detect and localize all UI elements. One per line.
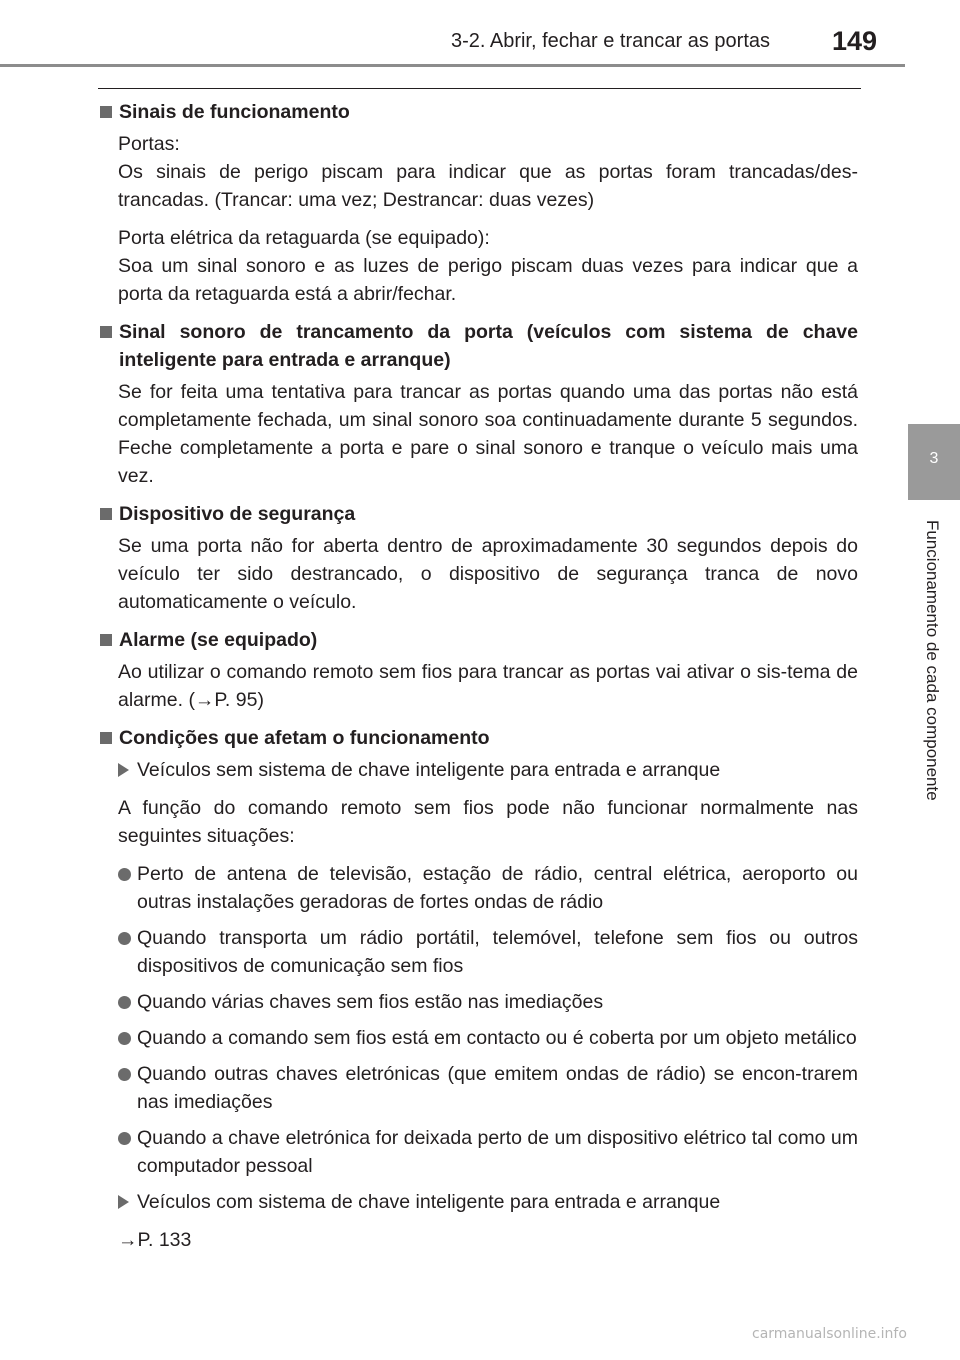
page-content: [96, 98, 858, 1262]
paragraph: A função do comando remoto sem fios pode não funcionar normalmente nas seguintes situações:: [118, 797, 858, 847]
page-reference-link[interactable]: →P. 133: [118, 1229, 192, 1251]
section-heading: Sinal sonoro de trancamento da porta (veículos com sistema de chave inteligente para entrada e arranque): [96, 318, 858, 374]
list-item: Quando a chave eletrónica for deixada perto de um dispositivo elétrico tal como um computador pessoal: [118, 1124, 858, 1180]
square-bullet-icon: [100, 326, 112, 338]
section-heading: Dispositivo de segurança: [96, 500, 858, 528]
paragraph-label: Porta elétrica da retaguarda (se equipado):: [118, 227, 490, 249]
list-item: Quando a comando sem fios está em contacto ou é coberta por um objeto metálico: [118, 1024, 858, 1052]
subheading: Veículos sem sistema de chave inteligente para entrada e arranque: [118, 756, 858, 784]
circle-bullet-icon: [118, 932, 131, 945]
content-top-rule: [98, 88, 861, 89]
chapter-number: 3: [929, 450, 939, 467]
section-heading: Sinais de funcionamento: [96, 98, 858, 126]
list-item: Quando várias chaves sem fios estão nas imediações: [118, 988, 858, 1016]
square-bullet-icon: [100, 732, 112, 744]
paragraph: Se for feita uma tentativa para trancar as portas quando uma das portas não está completamente fechada, um sinal sonoro soa continuadamente durante 5 segundos. Feche completamente a porta e pare o sinal sonoro e tranque o veículo mais uma vez.: [118, 381, 858, 487]
paragraph: Ao utilizar o comando remoto sem fios para trancar as portas vai ativar o sis-tema de alarme. (→P. 95): [118, 661, 858, 711]
page-number: 149: [832, 26, 878, 56]
running-header-title: 3-2. Abrir, fechar e trancar as portas: [450, 30, 770, 52]
square-bullet-icon: [100, 508, 112, 520]
watermark: carmanualsonline.info: [752, 1326, 907, 1342]
paragraph: Os sinais de perigo piscam para indicar que as portas foram trancadas/des-trancadas. (Trancar: uma vez; Destrancar: duas vezes): [118, 161, 858, 211]
circle-bullet-icon: [118, 996, 131, 1009]
section-heading: Alarme (se equipado): [96, 626, 858, 654]
chapter-title-text: Funcionamento de cada componente: [923, 520, 942, 801]
circle-bullet-icon: [118, 1132, 131, 1145]
list-item: Quando outras chaves eletrónicas (que emitem ondas de rádio) se encon-trarem nas imediações: [118, 1060, 858, 1116]
square-bullet-icon: [100, 106, 112, 118]
triangle-marker-icon: [118, 1195, 129, 1209]
chapter-title-vertical: [908, 520, 960, 860]
subheading: Veículos com sistema de chave inteligente para entrada e arranque: [118, 1188, 858, 1216]
circle-bullet-icon: [118, 868, 131, 881]
paragraph-label: Portas:: [118, 133, 180, 155]
circle-bullet-icon: [118, 1068, 131, 1081]
triangle-marker-icon: [118, 763, 129, 777]
list-item: Perto de antena de televisão, estação de rádio, central elétrica, aeroporto ou outras instalações geradoras de fortes ondas de rádio: [118, 860, 858, 916]
circle-bullet-icon: [118, 1032, 131, 1045]
header-rule: [0, 64, 905, 67]
paragraph: Se uma porta não for aberta dentro de aproximadamente 30 segundos depois do veículo ter sido destrancado, o dispositivo de segurança tranca de novo automaticamente o veículo.: [118, 535, 858, 613]
list-item: Quando transporta um rádio portátil, telemóvel, telefone sem fios ou outros dispositivos de comunicação sem fios: [118, 924, 858, 980]
paragraph: Soa um sinal sonoro e as luzes de perigo piscam duas vezes para indicar que a porta da retaguarda está a abrir/fechar.: [118, 255, 858, 305]
section-heading: Condições que afetam o funcionamento: [96, 724, 858, 752]
square-bullet-icon: [100, 634, 112, 646]
